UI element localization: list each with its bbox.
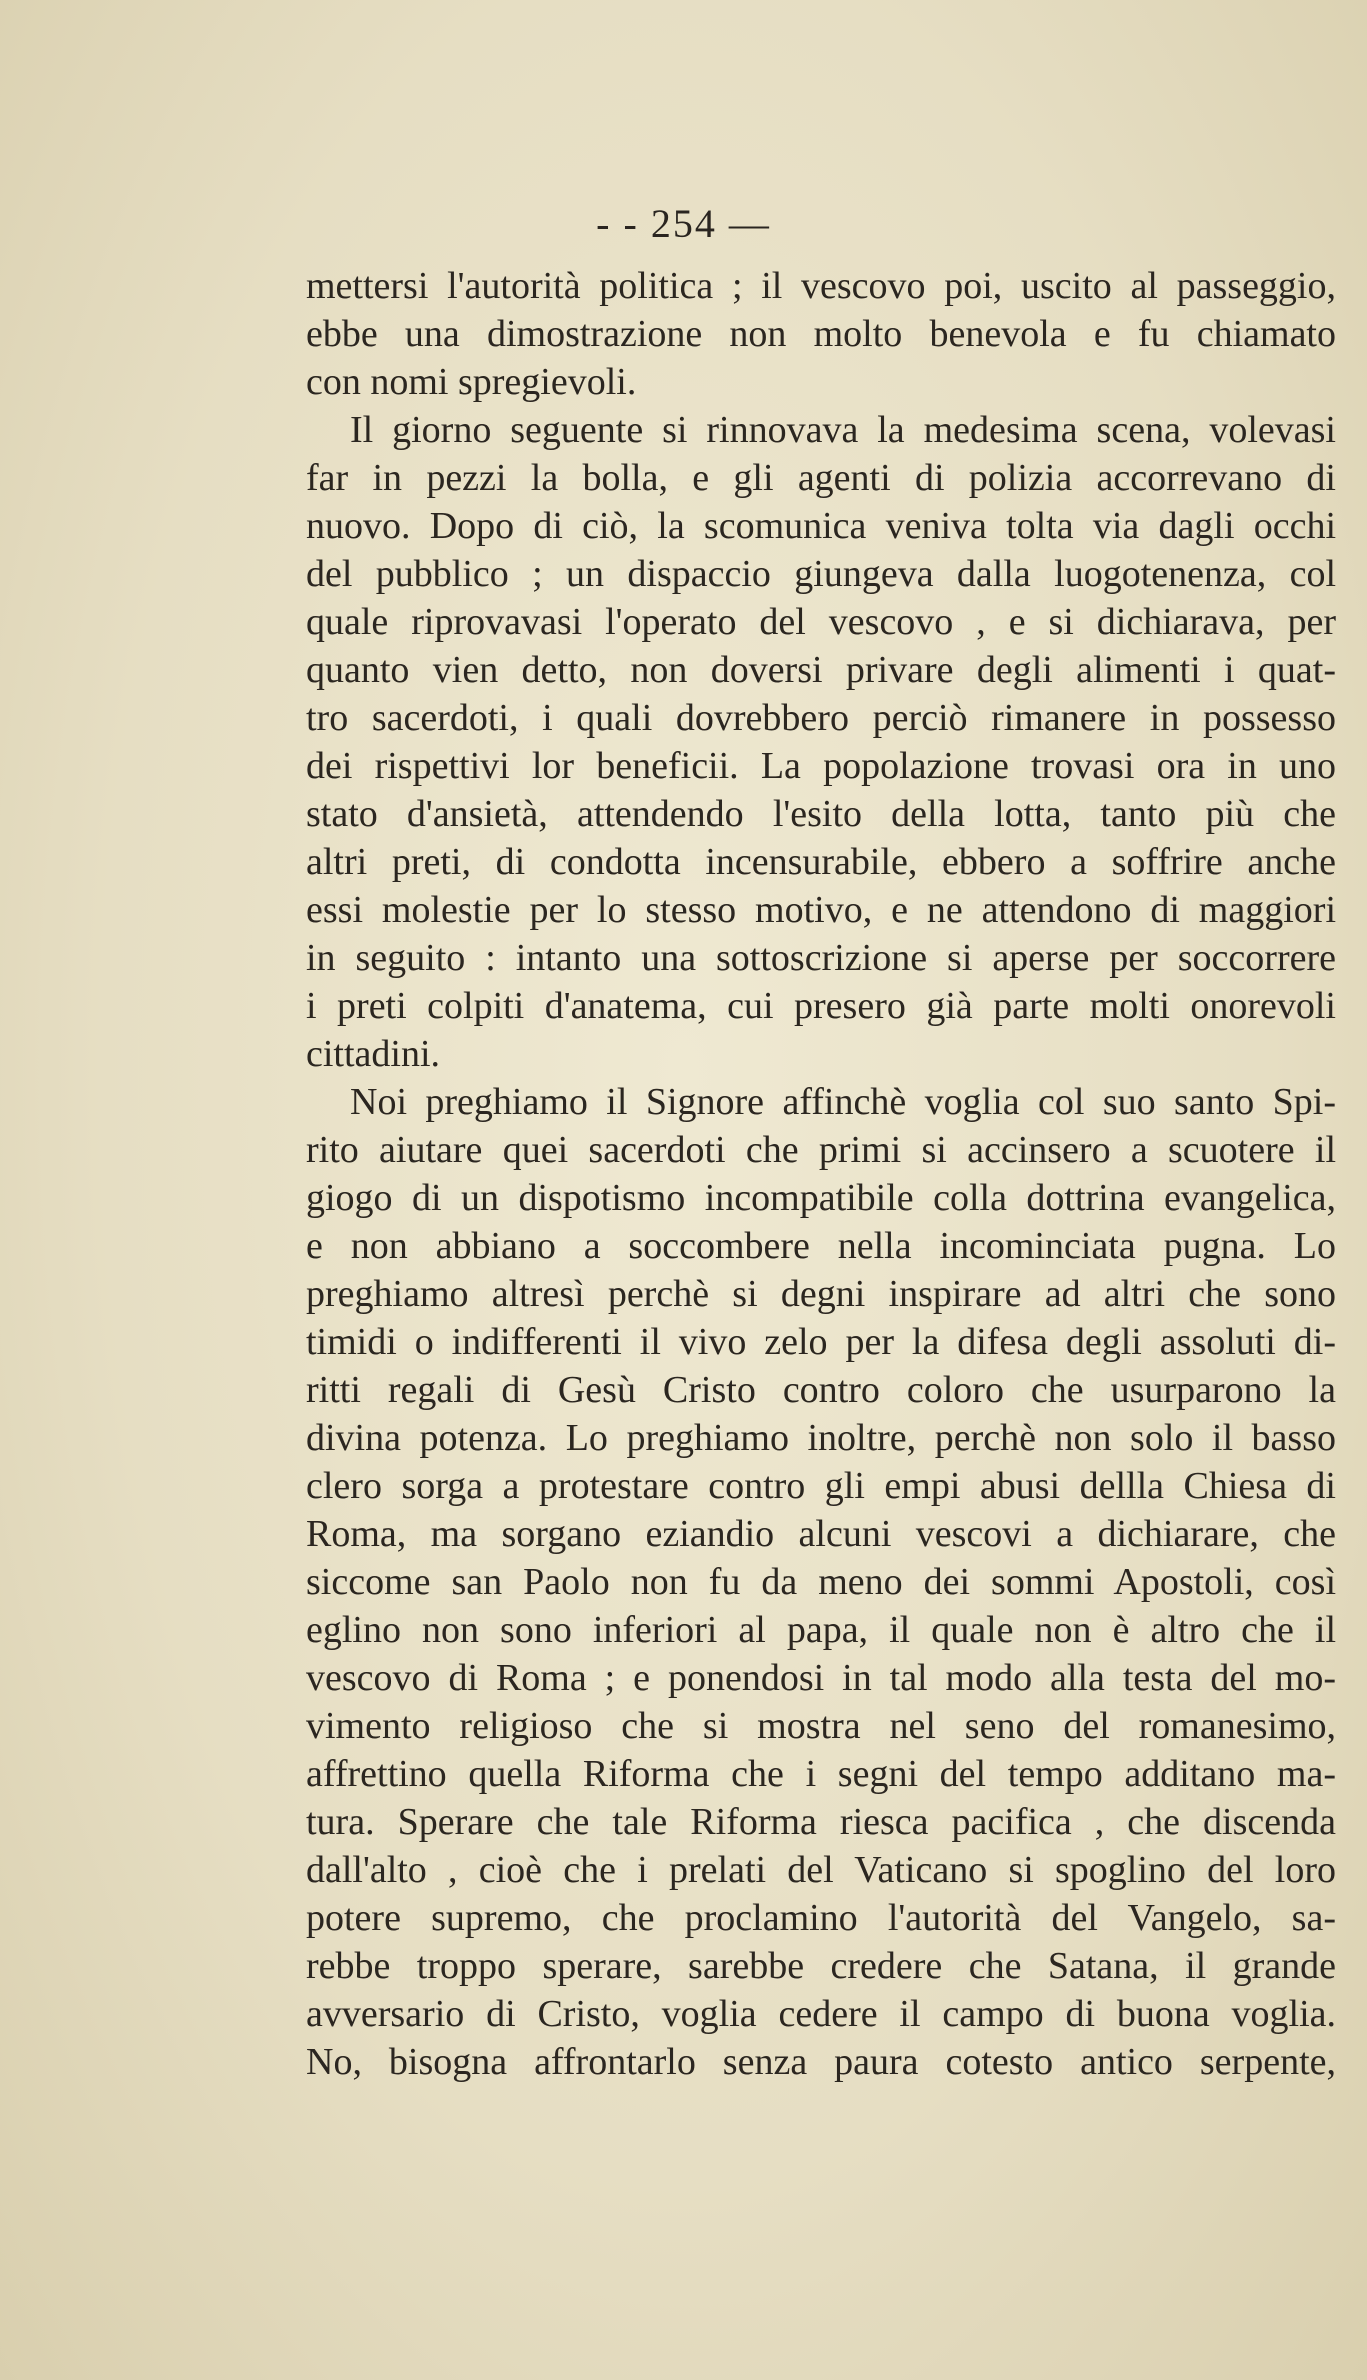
text-line: nuovo. Dopo di ciò, la scomunica veniva tolta via dagli occhi bbox=[306, 505, 1336, 547]
text-line: stato d'ansietà, attendendo l'esito della lotta, tanto più che bbox=[306, 793, 1336, 835]
text-line: clero sorga a protestare contro gli empi abusi dellla Chiesa di bbox=[306, 1465, 1336, 1507]
text-line: del pubblico ; un dispaccio giungeva dalla luogotenenza, col bbox=[306, 553, 1336, 595]
text-line: altri preti, di condotta incensurabile, ebbero a soffrire anche bbox=[306, 841, 1336, 883]
page-number: - - 254 — bbox=[596, 201, 771, 246]
text-line: rito aiutare quei sacerdoti che primi si accinsero a scuotere il bbox=[306, 1129, 1336, 1171]
text-line: dei rispettivi lor beneficii. La popolazione trovasi ora in uno bbox=[306, 745, 1336, 787]
text-line: dall'alto , cioè che i prelati del Vaticano si spoglino del loro bbox=[306, 1849, 1336, 1891]
text-line: tro sacerdoti, i quali dovrebbero perciò rimanere in possesso bbox=[306, 697, 1336, 739]
text-line: giogo di un dispotismo incompatibile colla dottrina evangelica, bbox=[306, 1177, 1336, 1219]
text-line: siccome san Paolo non fu da meno dei sommi Apostoli, così bbox=[306, 1561, 1336, 1603]
text-line: quanto vien detto, non doversi privare degli alimenti i quat- bbox=[306, 649, 1336, 691]
text-line: vescovo di Roma ; e ponendosi in tal modo alla testa del mo- bbox=[306, 1657, 1336, 1699]
text-line: No, bisogna affrontarlo senza paura cotesto antico serpente, bbox=[306, 2041, 1336, 2083]
text-line: vimento religioso che si mostra nel seno del romanesimo, bbox=[306, 1705, 1336, 1747]
text-line: rebbe troppo sperare, sarebbe credere che Satana, il grande bbox=[306, 1945, 1336, 1987]
text-line: e non abbiano a soccombere nella incominciata pugna. Lo bbox=[306, 1225, 1336, 1267]
text-line: affrettino quella Riforma che i segni del tempo additano ma- bbox=[306, 1753, 1336, 1795]
text-line: i preti colpiti d'anatema, cui presero già parte molti onorevoli bbox=[306, 985, 1336, 1027]
text-line: Roma, ma sorgano eziandio alcuni vescovi a dichiarare, che bbox=[306, 1513, 1336, 1555]
text-line: ritti regali di Gesù Cristo contro coloro che usurparono la bbox=[306, 1369, 1336, 1411]
paragraph-first-line: Il giorno seguente si rinnovava la medesima scena, volevasi bbox=[350, 409, 1336, 451]
text-line: divina potenza. Lo preghiamo inoltre, perchè non solo il basso bbox=[306, 1417, 1336, 1459]
text-line: ebbe una dimostrazione non molto benevola e fu chiamato bbox=[306, 313, 1336, 355]
text-line: far in pezzi la bolla, e gli agenti di polizia accorrevano di bbox=[306, 457, 1336, 499]
text-line: timidi o indifferenti il vivo zelo per la difesa degli assoluti di- bbox=[306, 1321, 1336, 1363]
text-line: potere supremo, che proclamino l'autorità del Vangelo, sa- bbox=[306, 1897, 1336, 1939]
text-line: in seguito : intanto una sottoscrizione si aperse per soccorrere bbox=[306, 937, 1336, 979]
body-text bbox=[306, 262, 1336, 2086]
paragraph-first-line: Noi preghiamo il Signore affinchè voglia col suo santo Spi- bbox=[350, 1081, 1336, 1123]
text-line: eglino non sono inferiori al papa, il quale non è altro che il bbox=[306, 1609, 1336, 1651]
text-line: essi molestie per lo stesso motivo, e ne attendono di maggiori bbox=[306, 889, 1336, 931]
text-line: avversario di Cristo, voglia cedere il campo di buona voglia. bbox=[306, 1993, 1336, 2035]
text-line: con nomi spregievoli. bbox=[306, 361, 637, 403]
text-line: cittadini. bbox=[306, 1033, 441, 1075]
text-line: tura. Sperare che tale Riforma riesca pacifica , che discenda bbox=[306, 1801, 1336, 1843]
text-line: mettersi l'autorità politica ; il vescovo poi, uscito al passeggio, bbox=[306, 265, 1336, 307]
text-line: quale riprovavasi l'operato del vescovo , e si dichiarava, per bbox=[306, 601, 1336, 643]
text-line: preghiamo altresì perchè si degni inspirare ad altri che sono bbox=[306, 1273, 1336, 1315]
